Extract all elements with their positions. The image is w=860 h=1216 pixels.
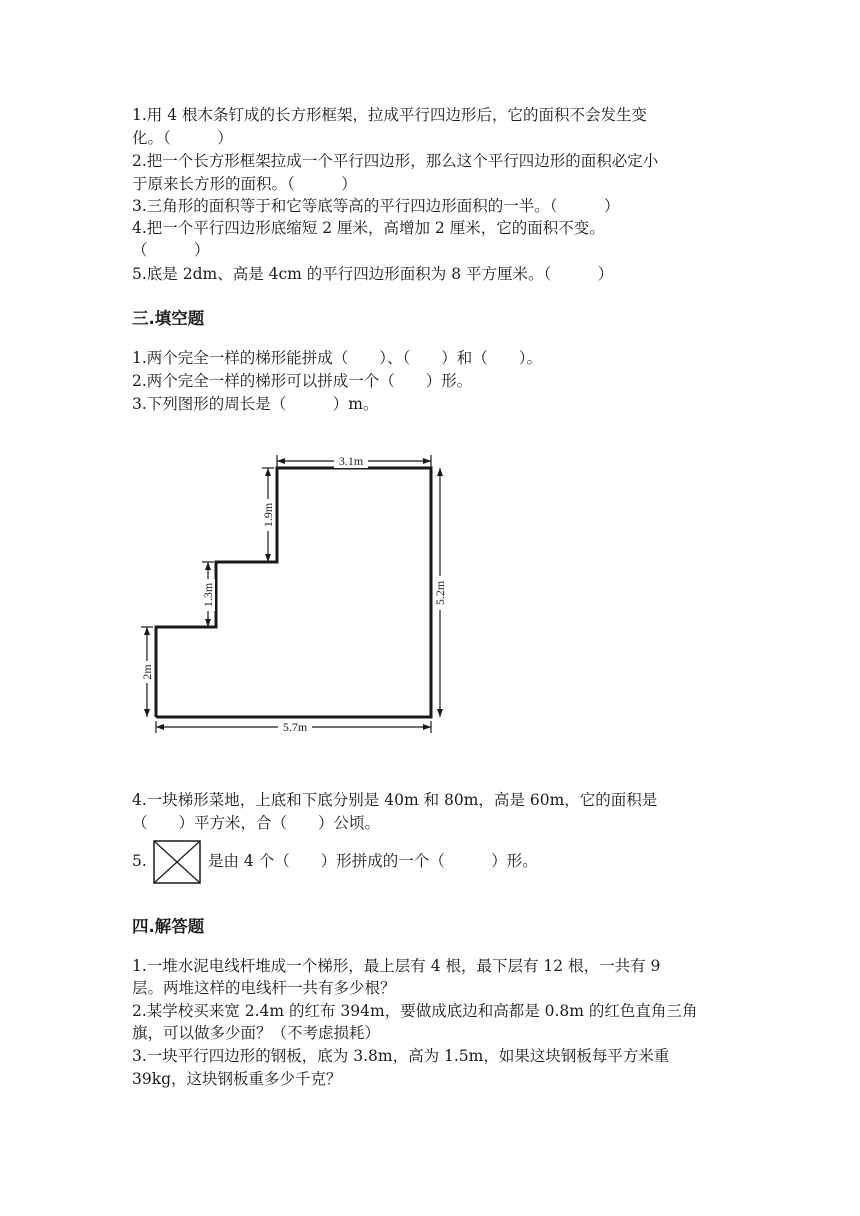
answer-item-3-line1: 3.一块平行四边形的钢板，底为 3.8m，高为 1.5m，如果这块钢板每平方米重	[132, 1047, 670, 1065]
perimeter-figure	[120, 435, 470, 755]
square-diagonals-figure	[153, 840, 201, 884]
answer-item-3-line2: 39kg，这块钢板重多少千克？	[132, 1070, 342, 1088]
label-left-2m: 2m	[140, 664, 154, 680]
label-step-1-9m: 1.9m	[261, 502, 275, 528]
fill-item-4-line1: 4.一块梯形菜地，上底和下底分别是 40m 和 80m，高是 60m，它的面积是	[132, 791, 658, 809]
fill-item-3: 3.下列图形的周长是（ ）m。	[132, 395, 379, 413]
label-step-1-3m: 1.3m	[201, 582, 215, 608]
judge-item-4-line2: （ ）	[132, 241, 210, 259]
section-4-title: 四.解答题	[132, 917, 205, 936]
fill-item-4-line2: （ ）平方米，合（ ）公顷。	[132, 814, 381, 832]
judge-item-2-line1: 2.把一个长方形框架拉成一个平行四边形，那么这个平行四边形的面积必定小	[132, 152, 659, 170]
judge-item-3: 3.三角形的面积等于和它等底等高的平行四边形面积的一半。（ ）	[132, 197, 620, 215]
shape-outline	[156, 468, 431, 717]
fill-item-1: 1.两个完全一样的梯形能拼成（ ）、（ ）和（ ）。	[132, 349, 543, 367]
judge-item-2-line2: 于原来长方形的面积。（ ）	[132, 175, 357, 193]
answer-item-1-line2: 层。两堆这样的电线杆一共有多少根？	[132, 979, 396, 997]
judge-item-4-line1: 4.把一个平行四边形底缩短 2 厘米，高增加 2 厘米，它的面积不变。	[132, 219, 605, 237]
answer-item-2-line2: 旗，可以做多少面？（不考虑损耗）	[132, 1024, 381, 1042]
answer-item-2-line1: 2.某学校买来宽 2.4m 的红布 394m，要做成底边和高都是 0.8m 的红色直角三角	[132, 1002, 698, 1020]
fill-item-5-number: 5.	[132, 852, 147, 870]
label-bottom-5-7m: 5.7m	[282, 720, 308, 734]
answer-item-1-line1: 1.一堆水泥电线杆堆成一个梯形，最上层有 4 根，最下层有 12 根，一共有 9	[132, 957, 661, 975]
fill-item-5-text: 是由 4 个（ ）形拼成的一个（ ）形。	[208, 852, 538, 870]
judge-item-5: 5.底是 2dm、高是 4cm 的平行四边形面积为 8 平方厘米。（ ）	[132, 265, 614, 283]
fill-item-2: 2.两个完全一样的梯形可以拼成一个（ ）形。	[132, 372, 473, 390]
label-right-5-2m: 5.2m	[433, 580, 447, 606]
section-3-title: 三.填空题	[132, 309, 205, 328]
judge-item-1-line2: 化。（ ）	[132, 129, 233, 147]
judge-item-1-line1: 1.用 4 根木条钉成的长方形框架，拉成平行四边形后，它的面积不会发生变	[132, 106, 648, 124]
label-top-3-1m: 3.1m	[338, 454, 364, 468]
